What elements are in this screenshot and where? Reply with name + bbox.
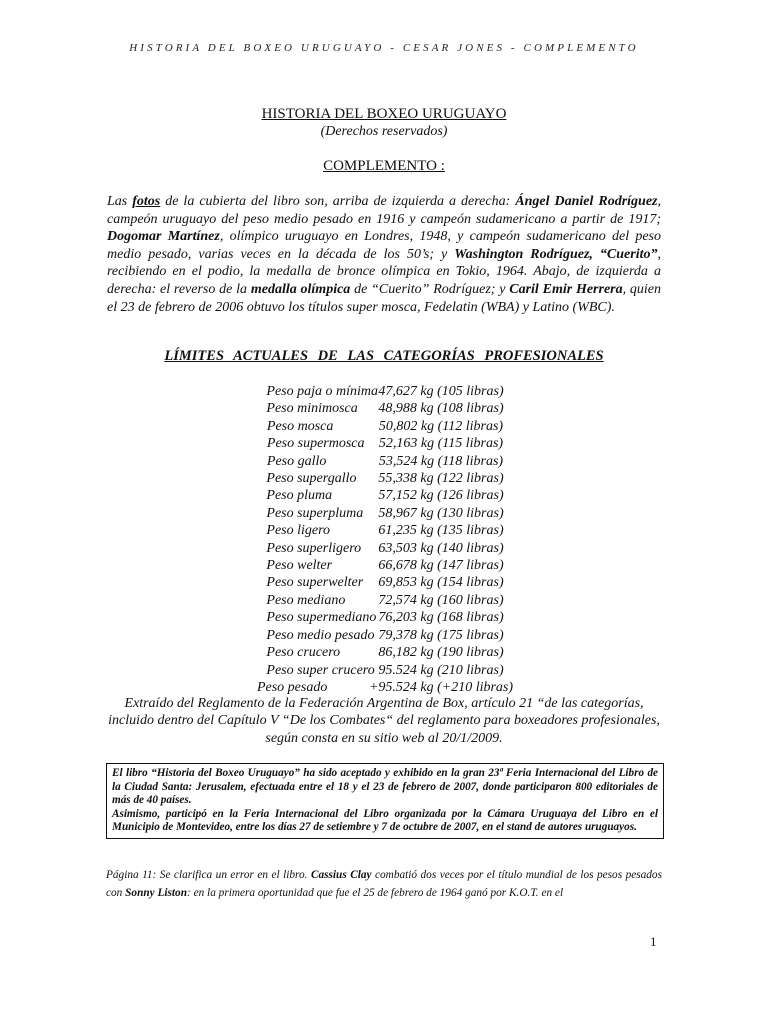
weight-class-name: Peso medio pesado [266,627,375,643]
weight-class-row [180,505,590,522]
weight-class-value: 53,524 kg (118 libras) [378,453,504,469]
weight-class-name: Peso superligero [266,540,362,556]
intro-name: Ángel Daniel Rodríguez [515,194,658,209]
weight-class-name: Peso welter [266,558,333,574]
rights-notice: (Derechos reservados) [320,124,448,139]
weight-class-row [180,470,590,487]
regulation-source-note: Extraído del Reglamento de la Federación Argentina de Box, artículo 21 “de las categorías, incluido dentro del Capítulo V “De los Combates“ del reglamento para boxeadores profesionales, según consta en su sitio web al 20/1/2009. [108,696,660,746]
intro-text: , quien el 23 de febrero de 2006 obtuvo los títulos super mosca, Fedelatin (WBA) y Latino (WBC). [107,281,662,315]
intro-name: Washington Rodríguez, “Cuerito” [454,246,658,262]
intro-name: medalla olímpica [250,281,351,297]
erratum-paragraph [106,866,662,902]
cover-photos-paragraph [107,193,661,316]
weight-class-row [180,418,590,435]
intro-text: , recibiendo en el podio, la medalla de bronce olímpica en Tokio, 1964. Abajo, de izquierda a derecha: el reverso de la [107,246,661,297]
book-fair-notice-box [106,763,664,839]
intro-text: , campeón uruguayo del peso medio pesado en 1916 y campeón sudamericano a partir de 1917; [107,194,662,227]
weight-class-value: +95.524 kg (+210 libras) [368,679,514,695]
weight-class-name: Peso minimosca [266,401,358,417]
weight-class-row [180,540,590,557]
weight-class-list [180,383,590,696]
notice-montevideo: Asimismo, participó en la Feria Internacional del Libro organizada por la Cámara Uruguaya del Libro en el Municipio de Montevideo, entre los días 27 de setiembre y 7 de octubre de 2007, en el stand de autores uruguayos. [112,807,658,834]
intro-name: Dogomar Martínez [107,229,220,245]
weight-class-name: Peso pluma [266,488,333,504]
weight-class-name: Peso gallo [266,453,327,469]
intro-text: de “Cuerito” Rodríguez; y [350,281,510,297]
weight-limits-heading: LÍMITES ACTUALES DE LAS CATEGORÍAS PROFESIONALES [164,348,604,364]
erratum-name: Cassius Clay [310,869,372,881]
weight-class-name: Peso ligero [266,523,331,539]
running-header: HISTORIA DEL BOXEO URUGUAYO - CESAR JONES - COMPLEMENTO [129,42,639,54]
weight-class-row [180,383,590,400]
document-title: HISTORIA DEL BOXEO URUGUAYO [261,106,507,122]
weight-class-name: Peso pesado [256,679,328,695]
weight-class-value: 61,235 kg (135 libras) [378,523,504,539]
weight-class-value: 58,967 kg (130 libras) [378,505,504,521]
weight-class-value: 50,802 kg (112 libras) [378,418,504,434]
erratum-name: Sonny Liston [125,887,187,899]
weight-class-row [180,557,590,574]
weight-class-row [180,522,590,539]
weight-class-name: Peso mosca [266,418,334,434]
weight-class-name: Peso superpluma [266,505,364,521]
intro-fotos: fotos [132,194,161,209]
weight-class-value: 76,203 kg (168 libras) [378,610,504,626]
notice-jerusalem: El libro “Historia del Boxeo Uruguayo” ha sido aceptado y exhibido en la gran 23ª Feria Internacional del Libro de la Ciudad Santa: Jerusalem, efectuada entre el 18 y el 23 de febrero de 2007, donde participaron 800 editoriales de más de 40 países. [112,767,658,807]
weight-class-row [180,487,590,504]
page-number: 1 [650,934,657,949]
weight-class-value: 86,182 kg (190 libras) [378,645,504,661]
weight-class-value: 47,627 kg (105 libras) [378,384,504,399]
weight-class-name: Peso paja o mínima [266,384,378,399]
weight-class-name: Peso supermediano [266,610,377,626]
weight-class-name: Peso superwelter [266,575,364,591]
weight-class-value: 66,678 kg (147 libras) [378,558,504,574]
intro-text: Las [107,194,133,209]
erratum-text: : en la primera oportunidad que fue el 25 de febrero de 1964 ganó por K.O.T. en el [186,887,564,899]
weight-class-row [180,679,590,696]
weight-class-name: Peso supermosca [266,436,365,452]
weight-class-value: 55,338 kg (122 libras) [378,471,504,487]
erratum-text: combatió dos veces por el título mundial de los pesos pesados con [106,869,662,899]
weight-class-name: Peso super crucero [266,662,375,678]
weight-class-row [180,644,590,661]
weight-class-value: 57,152 kg (126 libras) [378,488,504,504]
weight-class-row [180,453,590,470]
weight-class-row [180,609,590,626]
weight-class-row [180,400,590,417]
weight-class-value: 63,503 kg (140 libras) [378,540,504,556]
weight-class-row [180,592,590,609]
weight-class-row [180,435,590,452]
weight-class-name: Peso mediano [266,592,346,608]
weight-class-row [180,574,590,591]
erratum-text: Página 11: Se clarifica un error en el libro. [106,869,311,881]
weight-class-value: 52,163 kg (115 libras) [378,436,504,452]
weight-class-value: 95.524 kg (210 libras) [378,662,504,678]
intro-text: de la cubierta del libro son, arriba de izquierda a derecha: [160,194,516,209]
weight-class-value: 69,853 kg (154 libras) [378,575,504,591]
weight-class-value: 72,574 kg (160 libras) [378,592,504,608]
intro-text: , olímpico uruguayo en Londres, 1948, y campeón sudamericano del peso medio pesado, varias veces en la década de los 50’s; y [107,229,662,262]
weight-class-value: 79,378 kg (175 libras) [378,627,504,643]
weight-class-row [180,627,590,644]
weight-class-row [180,662,590,679]
intro-name: Caril Emir Herrera [509,281,623,297]
weight-class-name: Peso crucero [266,645,341,661]
weight-class-value: 48,988 kg (108 libras) [378,401,504,417]
weight-class-name: Peso supergallo [266,471,357,487]
section-heading-complemento: COMPLEMENTO : [323,158,445,174]
